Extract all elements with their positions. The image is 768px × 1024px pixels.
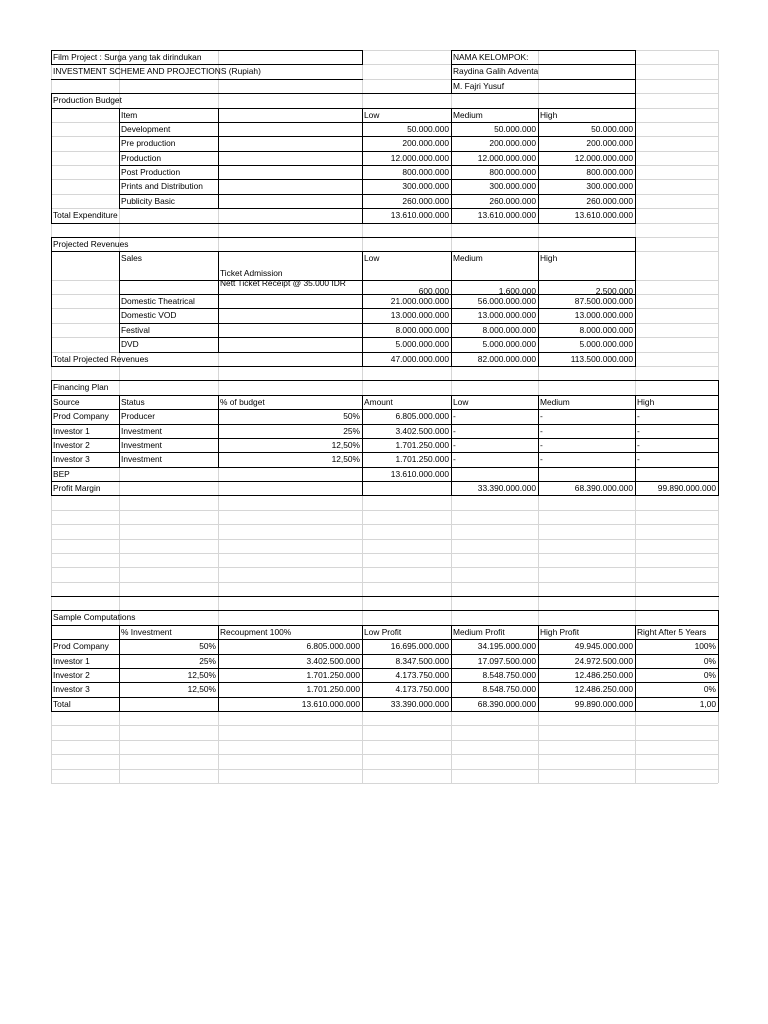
financing-source: Prod Company — [53, 411, 109, 422]
budget-value: 260.000.000 — [586, 195, 633, 206]
revenue-item-label: DVD — [121, 339, 139, 350]
gridline-horizontal — [51, 725, 718, 726]
total-value: 1,00 — [699, 698, 716, 709]
budget-value: 260.000.000 — [489, 195, 536, 206]
computation-name: Investor 3 — [53, 684, 90, 695]
financing-source: Investor 3 — [53, 454, 90, 465]
financing-source: Investor 2 — [53, 439, 90, 450]
financing-high: - — [637, 439, 640, 450]
computation-medium-profit: 8.548.750.000 — [482, 669, 536, 680]
budget-item-label: Production — [121, 152, 162, 163]
ticket-label: Ticket Admission — [220, 267, 283, 278]
cell-border — [538, 625, 539, 712]
budget-item-label: Post Production — [121, 167, 181, 178]
revenue-value: 5.000.000.000 — [395, 339, 449, 350]
computation-low-profit: 16.695.000.000 — [390, 641, 449, 652]
computation-recoupment: 3.402.500.000 — [306, 655, 360, 666]
revenue-value: 8.000.000.000 — [579, 324, 633, 335]
cell-border — [362, 395, 363, 497]
revenue-value: 87.500.000.000 — [574, 296, 633, 307]
column-header: Right After 5 Years — [637, 626, 707, 637]
financing-medium: - — [540, 439, 543, 450]
computation-right-after: 0% — [703, 684, 716, 695]
total-value: 13.610.000.000 — [477, 210, 536, 221]
budget-value: 12.000.000.000 — [574, 152, 633, 163]
computation-high-profit: 24.972.500.000 — [574, 655, 633, 666]
budget-value: 260.000.000 — [402, 195, 449, 206]
column-header: % Investment — [121, 626, 172, 637]
financing-amount: 3.402.500.000 — [395, 425, 449, 436]
financing-source: Investor 1 — [53, 425, 90, 436]
cell-border — [451, 395, 452, 497]
total-value: 13.610.000.000 — [574, 210, 633, 221]
cell-border — [218, 108, 219, 210]
total-value: 13.610.000.000 — [390, 210, 449, 221]
revenue-value: 13.000.000.000 — [390, 310, 449, 321]
column-header: High Profit — [540, 626, 580, 637]
financing-percent: 50% — [343, 411, 360, 422]
column-header: Item — [121, 109, 138, 120]
revenue-item-label: Festival — [121, 324, 150, 335]
budget-value: 200.000.000 — [586, 138, 633, 149]
column-header: Medium Profit — [453, 626, 505, 637]
cell-border — [451, 108, 452, 224]
budget-item-label: Development — [121, 123, 171, 134]
total-value: 113.500.000.000 — [570, 353, 633, 364]
budget-value: 12.000.000.000 — [477, 152, 536, 163]
cell-border — [451, 251, 452, 367]
budget-value: 300.000.000 — [489, 181, 536, 192]
revenue-value: 21.000.000.000 — [390, 296, 449, 307]
scheme-title: INVESTMENT SCHEME AND PROJECTIONS (Rupiah) — [53, 66, 261, 77]
cell-border — [51, 596, 719, 597]
financing-amount: 1.701.250.000 — [395, 454, 449, 465]
total-label: Total Projected Revenues — [53, 353, 149, 364]
cell-border — [362, 50, 363, 65]
computation-recoupment: 6.805.000.000 — [306, 641, 360, 652]
financing-status: Investment — [121, 454, 162, 465]
column-header: % of budget — [220, 396, 265, 407]
computation-investment: 12,50% — [187, 669, 216, 680]
financing-low: - — [453, 454, 456, 465]
computation-investment: 50% — [199, 641, 216, 652]
member-name: Raydina Galih Adventa — [453, 66, 539, 77]
profit-margin-label: Profit Margin — [53, 483, 101, 494]
cell-border — [538, 108, 539, 224]
financing-status: Investment — [121, 439, 162, 450]
budget-item-label: Publicity Basic — [121, 195, 175, 206]
budget-value: 50.000.000 — [591, 123, 633, 134]
financing-medium: - — [540, 454, 543, 465]
financing-status: Investment — [121, 425, 162, 436]
budget-item-label: Prints and Distribution — [121, 181, 203, 192]
financing-medium: - — [540, 411, 543, 422]
column-header: Medium — [540, 396, 570, 407]
ticket-value: 600.000 — [418, 285, 449, 296]
column-header: Low — [364, 253, 380, 264]
ticket-value: 2.500.000 — [595, 285, 633, 296]
financing-amount: 1.701.250.000 — [395, 439, 449, 450]
gridline-horizontal — [51, 740, 718, 741]
cell-border — [635, 93, 636, 223]
financing-amount: 6.805.000.000 — [395, 411, 449, 422]
budget-value: 200.000.000 — [489, 138, 536, 149]
financing-low: - — [453, 411, 456, 422]
gridline-horizontal — [51, 567, 718, 568]
cell-border — [119, 251, 120, 352]
financing-percent: 25% — [343, 425, 360, 436]
profit-margin-value: 33.390.000.000 — [477, 483, 536, 494]
gridline-horizontal — [51, 539, 718, 540]
column-header: High — [540, 109, 558, 120]
total-value: 33.390.000.000 — [390, 698, 449, 709]
cell-border — [362, 108, 363, 224]
computation-investment: 12,50% — [187, 684, 216, 695]
computation-right-after: 100% — [694, 641, 716, 652]
cell-border — [218, 395, 219, 468]
section-title: Financing Plan — [53, 382, 109, 393]
budget-value: 200.000.000 — [402, 138, 449, 149]
budget-value: 800.000.000 — [489, 167, 536, 178]
section-title: Production Budget — [53, 95, 122, 106]
gridline-horizontal — [51, 510, 718, 511]
financing-percent: 12,50% — [331, 454, 360, 465]
budget-value: 12.000.000.000 — [390, 152, 449, 163]
cell-border — [635, 50, 636, 94]
ticket-label: Nett Ticket Receipt @ 35.000 IDR — [220, 277, 346, 288]
cell-border — [51, 50, 52, 65]
total-value: 13.610.000.000 — [301, 698, 360, 709]
cell-border — [635, 625, 636, 712]
financing-high: - — [637, 454, 640, 465]
column-header: Status — [121, 396, 145, 407]
gridline-horizontal — [51, 524, 718, 525]
column-header: Medium — [453, 109, 483, 120]
group-label: NAMA KELOMPOK: — [453, 52, 529, 62]
financing-high: - — [637, 411, 640, 422]
budget-value: 50.000.000 — [407, 123, 449, 134]
revenue-item-label: Domestic Theatrical — [121, 296, 195, 307]
financing-status: Producer — [121, 411, 155, 422]
cell-border — [362, 625, 363, 712]
column-header: Sales — [121, 253, 142, 264]
cell-border — [451, 50, 452, 94]
gridline-horizontal — [51, 553, 718, 554]
computation-right-after: 0% — [703, 669, 716, 680]
revenue-value: 5.000.000.000 — [482, 339, 536, 350]
financing-low: - — [453, 439, 456, 450]
computation-medium-profit: 17.097.500.000 — [477, 655, 536, 666]
cell-border — [218, 625, 219, 712]
bep-value: 13.610.000.000 — [390, 468, 449, 479]
revenue-value: 13.000.000.000 — [477, 310, 536, 321]
financing-high: - — [637, 425, 640, 436]
computation-low-profit: 4.173.750.000 — [395, 669, 449, 680]
computation-name: Investor 2 — [53, 669, 90, 680]
member-name: M. Fajri Yusuf — [453, 80, 505, 91]
total-label: Total Expenditure — [53, 210, 118, 221]
cell-border — [119, 395, 120, 468]
cell-border — [362, 251, 363, 367]
column-header: Medium — [453, 253, 483, 264]
column-header: High — [637, 396, 655, 407]
computation-low-profit: 4.173.750.000 — [395, 684, 449, 695]
cell-border — [635, 395, 636, 497]
cell-border — [119, 280, 636, 281]
profit-margin-value: 99.890.000.000 — [657, 483, 716, 494]
section-title: Sample Computations — [53, 612, 136, 623]
ticket-value: 1.600.000 — [498, 285, 536, 296]
revenue-value: 13.000.000.000 — [574, 310, 633, 321]
computation-recoupment: 1.701.250.000 — [306, 669, 360, 680]
budget-value: 50.000.000 — [494, 123, 536, 134]
cell-border — [51, 93, 52, 223]
budget-value: 300.000.000 — [402, 181, 449, 192]
total-value: 47.000.000.000 — [390, 353, 449, 364]
column-header: Source — [53, 396, 80, 407]
column-header: High — [540, 253, 558, 264]
column-header: Low — [364, 109, 380, 120]
computation-investment: 25% — [199, 655, 216, 666]
computation-high-profit: 12.486.250.000 — [574, 669, 633, 680]
computation-recoupment: 1.701.250.000 — [306, 684, 360, 695]
computation-high-profit: 49.945.000.000 — [574, 641, 633, 652]
computation-right-after: 0% — [703, 655, 716, 666]
cell-border — [119, 625, 120, 712]
bep-label: BEP — [53, 468, 70, 479]
cell-border — [451, 625, 452, 712]
financing-medium: - — [540, 425, 543, 436]
gridline-horizontal — [51, 769, 718, 770]
gridline-horizontal — [51, 754, 718, 755]
computation-name: Investor 1 — [53, 655, 90, 666]
budget-value: 800.000.000 — [586, 167, 633, 178]
total-value: 68.390.000.000 — [477, 698, 536, 709]
computation-medium-profit: 8.548.750.000 — [482, 684, 536, 695]
cell-border — [538, 395, 539, 497]
revenue-value: 8.000.000.000 — [395, 324, 449, 335]
cell-border — [51, 237, 52, 367]
revenue-value: 5.000.000.000 — [579, 339, 633, 350]
computation-low-profit: 8.347.500.000 — [395, 655, 449, 666]
total-value: 99.890.000.000 — [574, 698, 633, 709]
budget-value: 300.000.000 — [586, 181, 633, 192]
gridline-horizontal — [51, 582, 718, 583]
computation-medium-profit: 34.195.000.000 — [477, 641, 536, 652]
cell-border — [218, 251, 219, 352]
revenue-item-label: Domestic VOD — [121, 310, 177, 321]
budget-value: 800.000.000 — [402, 167, 449, 178]
column-header: Low — [453, 396, 469, 407]
computation-high-profit: 12.486.250.000 — [574, 684, 633, 695]
revenue-value: 56.000.000.000 — [477, 296, 536, 307]
column-header: Amount — [364, 396, 393, 407]
section-title: Projected Revenues — [53, 238, 129, 249]
revenue-value: 8.000.000.000 — [482, 324, 536, 335]
total-label: Total — [53, 698, 71, 709]
total-value: 82.000.000.000 — [477, 353, 536, 364]
financing-low: - — [453, 425, 456, 436]
column-header: Low Profit — [364, 626, 402, 637]
column-header: Recoupment 100% — [220, 626, 292, 637]
cell-border — [119, 108, 120, 210]
financing-percent: 12,50% — [331, 439, 360, 450]
profit-margin-value: 68.390.000.000 — [574, 483, 633, 494]
gridline-horizontal — [51, 783, 718, 784]
cell-border — [635, 237, 636, 367]
cell-border — [538, 251, 539, 367]
computation-name: Prod Company — [53, 641, 109, 652]
film-project-title: Film Project : Surga yang tak dirindukan — [53, 52, 202, 62]
budget-item-label: Pre production — [121, 138, 176, 149]
